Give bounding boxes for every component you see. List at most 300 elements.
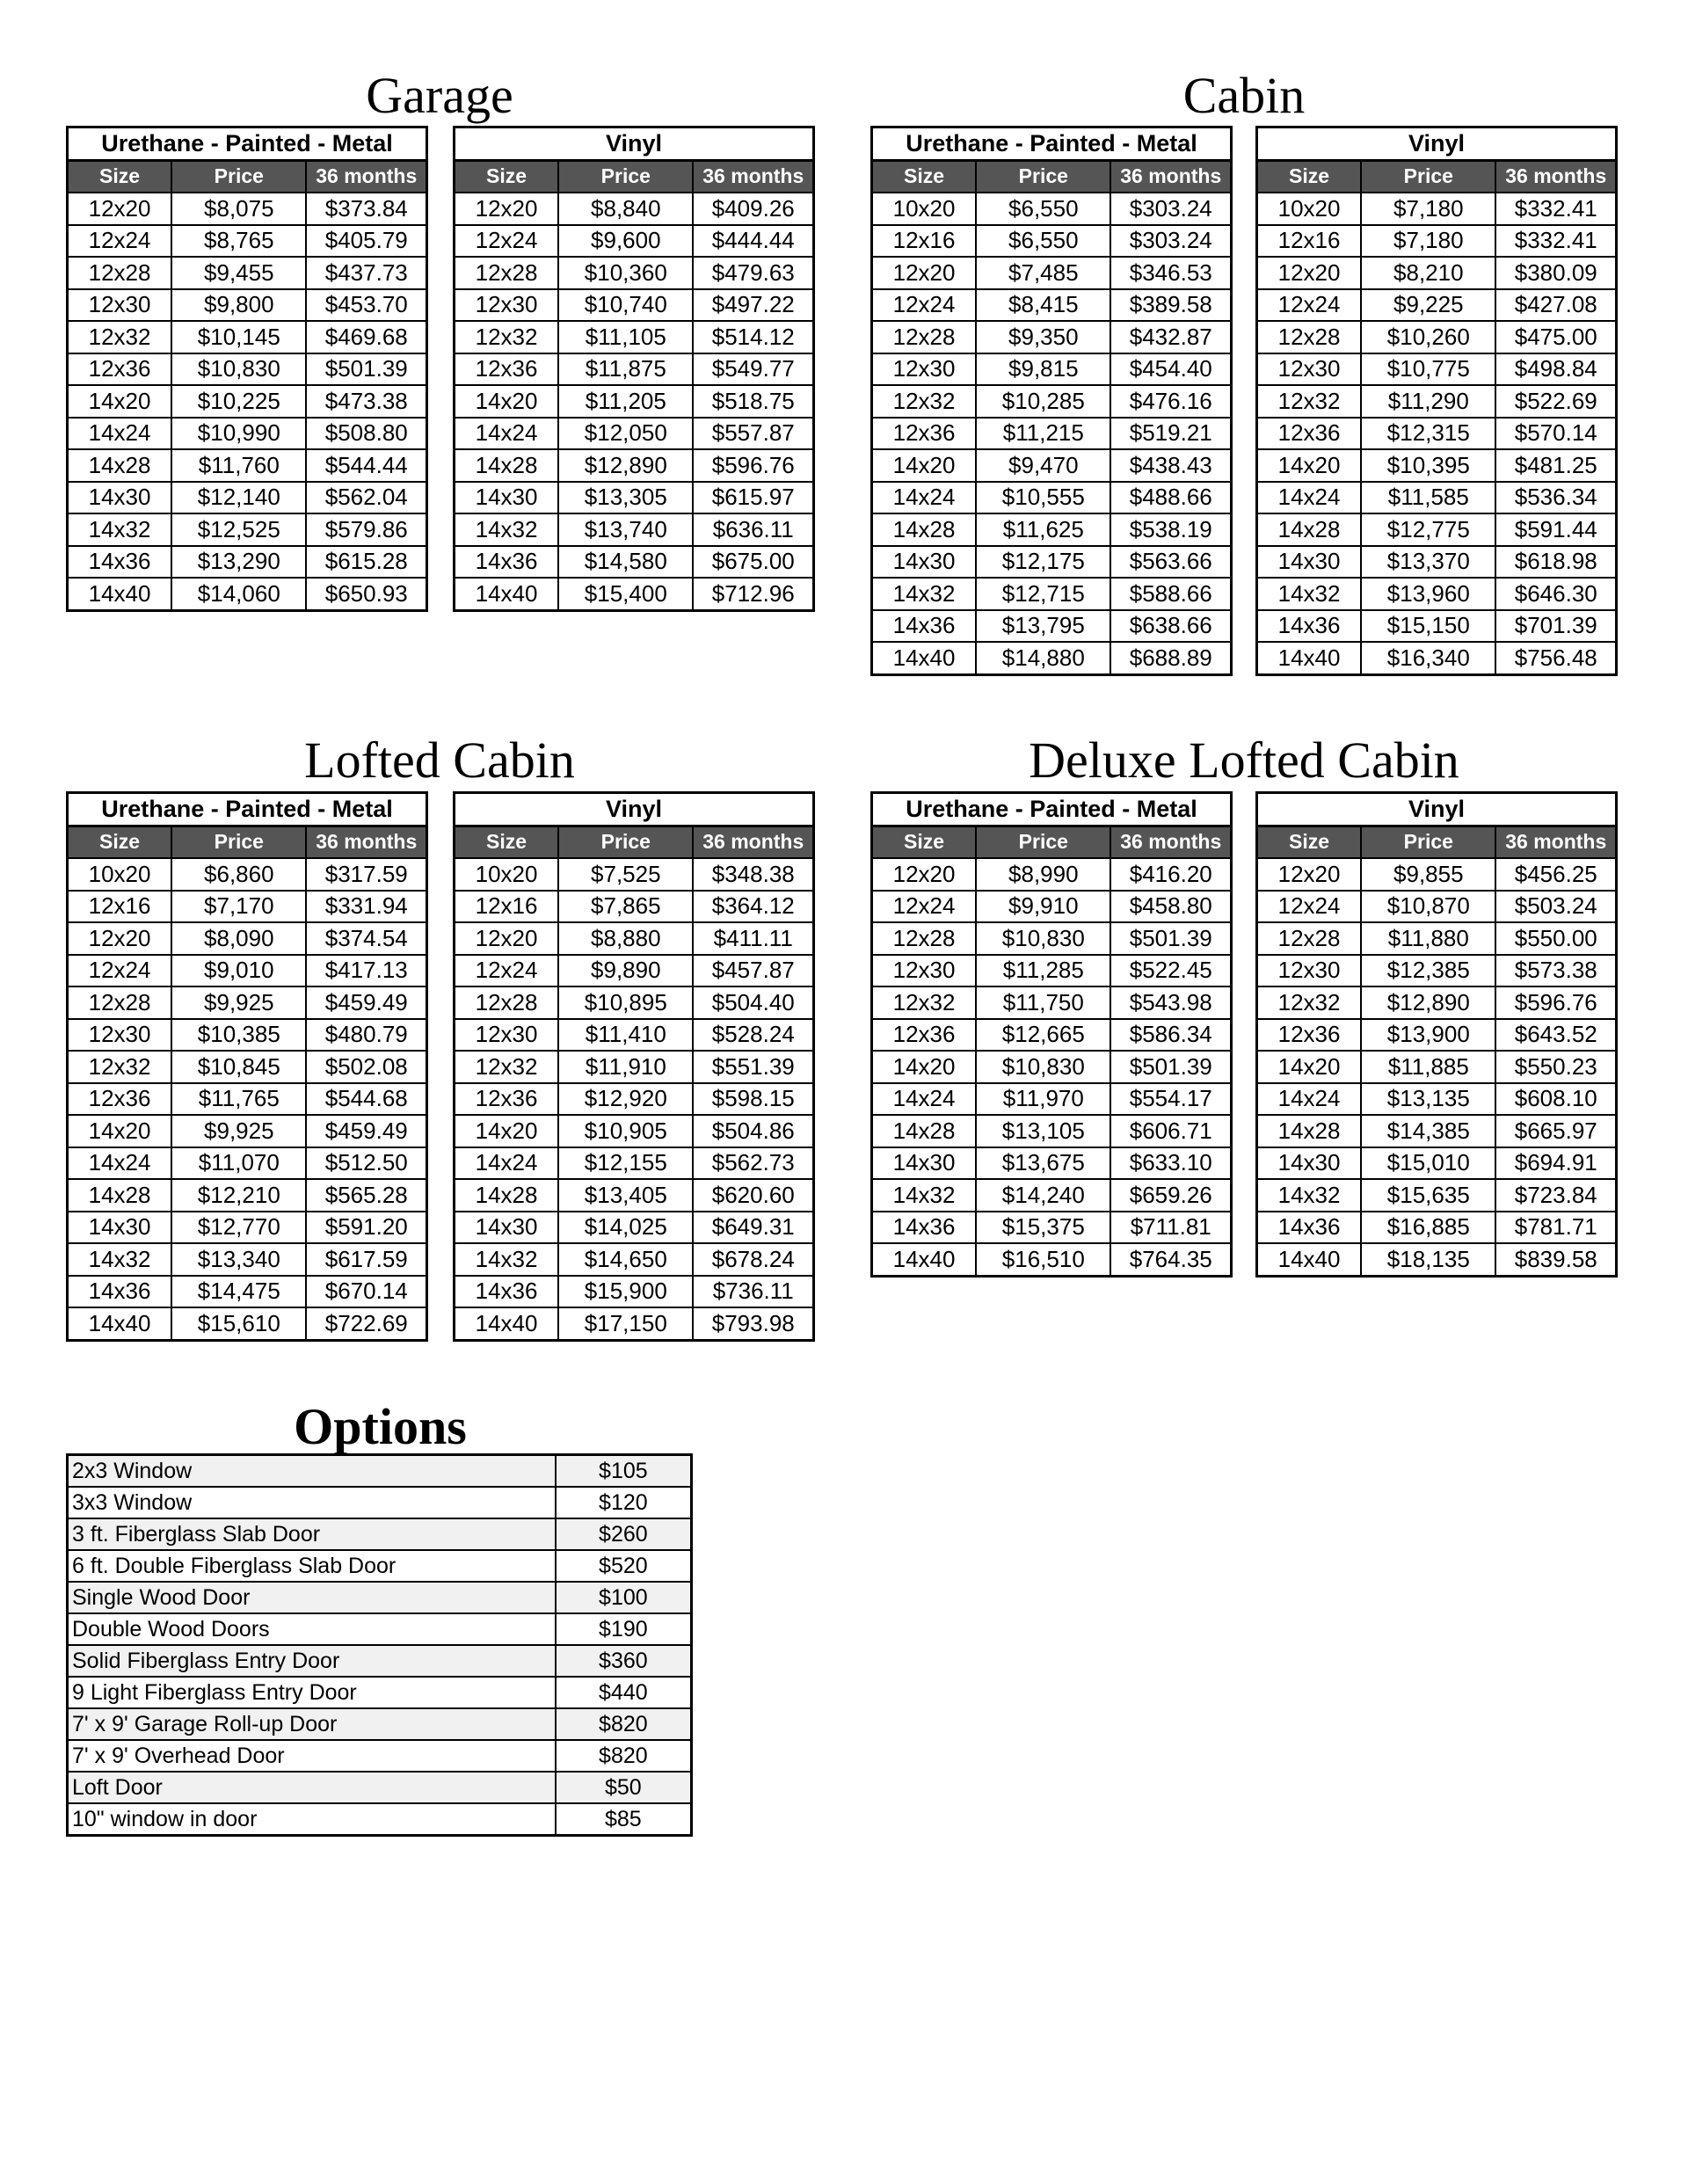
size-cell: 14x30	[872, 1147, 977, 1180]
size-cell: 12x32	[1257, 986, 1362, 1019]
monthly-cell: $643.52	[1495, 1019, 1616, 1052]
price-cell: $8,415	[976, 289, 1110, 322]
size-cell: 12x36	[872, 1019, 977, 1052]
monthly-cell: $348.38	[693, 858, 813, 891]
monthly-cell: $374.54	[306, 922, 426, 955]
table-row	[1257, 922, 1617, 955]
price-cell: $10,830	[976, 922, 1110, 955]
price-cell: $14,650	[558, 1243, 693, 1276]
table-row	[1257, 642, 1617, 674]
monthly-cell: $497.22	[693, 289, 813, 322]
monthly-cell: $688.89	[1110, 642, 1231, 674]
size-cell: 12x28	[68, 986, 172, 1019]
size-cell: 14x20	[68, 1115, 172, 1147]
option-row	[68, 1740, 692, 1772]
monthly-cell: $764.35	[1110, 1243, 1231, 1276]
price-cell: $8,765	[171, 225, 306, 258]
monthly-cell: $303.24	[1110, 193, 1231, 225]
monthly-cell: $620.60	[693, 1179, 813, 1212]
price-cell: $13,740	[558, 513, 693, 546]
monthly-cell: $488.66	[1110, 482, 1231, 514]
term-col-header: 36 months	[1110, 826, 1231, 858]
table-row	[455, 858, 814, 891]
size-cell: 14x40	[455, 1307, 559, 1340]
table-row	[68, 418, 427, 450]
price-cell: $10,555	[976, 482, 1110, 514]
option-price: $100	[556, 1582, 692, 1613]
table-row	[872, 546, 1232, 579]
size-col-header: Size	[1257, 826, 1362, 858]
size-cell: 14x24	[68, 1147, 172, 1180]
monthly-cell: $508.80	[306, 418, 426, 450]
price-cell: $10,360	[558, 257, 693, 289]
price-cell: $14,060	[171, 578, 306, 610]
price-cell: $8,840	[558, 193, 693, 225]
size-cell: 14x36	[68, 1276, 172, 1308]
table-row	[1257, 482, 1617, 514]
price-cell: $9,470	[976, 449, 1110, 482]
size-cell: 12x30	[1257, 353, 1362, 386]
monthly-cell: $481.25	[1495, 449, 1616, 482]
table-row	[872, 257, 1232, 289]
price-cell: $10,385	[171, 1019, 306, 1052]
price-cell: $15,900	[558, 1276, 693, 1308]
monthly-cell: $723.84	[1495, 1179, 1616, 1212]
price-cell: $17,150	[558, 1307, 693, 1340]
option-label: Single Wood Door	[68, 1582, 556, 1613]
size-cell: 14x40	[455, 578, 559, 610]
size-col-header: Size	[872, 826, 977, 858]
garage-title: Garage	[366, 67, 513, 124]
material-header: Urethane - Painted - Metal	[68, 127, 427, 161]
option-price: $820	[556, 1708, 692, 1740]
monthly-cell: $364.12	[693, 891, 813, 923]
option-label: 3x3 Window	[68, 1487, 556, 1518]
price-col-header: Price	[558, 160, 693, 193]
monthly-cell: $573.38	[1495, 955, 1616, 987]
table-row	[68, 482, 427, 514]
price-cell: $16,510	[976, 1243, 1110, 1276]
term-col-header: 36 months	[1110, 160, 1231, 193]
monthly-cell: $498.84	[1495, 353, 1616, 386]
price-cell: $8,880	[558, 922, 693, 955]
monthly-cell: $503.24	[1495, 891, 1616, 923]
option-label: 3 ft. Fiberglass Slab Door	[68, 1518, 556, 1550]
monthly-cell: $549.77	[693, 353, 813, 386]
table-row	[68, 986, 427, 1019]
price-cell: $12,715	[976, 578, 1110, 610]
price-cell: $16,885	[1361, 1212, 1495, 1244]
monthly-cell: $598.15	[693, 1083, 813, 1116]
price-cell: $11,070	[171, 1147, 306, 1180]
option-row	[68, 1708, 692, 1740]
option-label: 7' x 9' Garage Roll-up Door	[68, 1708, 556, 1740]
size-cell: 12x20	[455, 922, 559, 955]
size-cell: 14x24	[1257, 1083, 1362, 1116]
price-cell: $6,550	[976, 225, 1110, 258]
table-row	[1257, 1179, 1617, 1212]
option-row	[68, 1550, 692, 1582]
price-cell: $10,145	[171, 321, 306, 353]
cabin-urethane-table	[870, 126, 1233, 676]
table-row	[1257, 858, 1617, 891]
price-cell: $9,600	[558, 225, 693, 258]
price-cell: $9,925	[171, 1115, 306, 1147]
material-header: Vinyl	[455, 127, 814, 161]
price-cell: $11,410	[558, 1019, 693, 1052]
size-cell: 12x24	[872, 891, 977, 923]
size-cell: 12x20	[68, 922, 172, 955]
price-cell: $14,385	[1361, 1115, 1495, 1147]
monthly-cell: $550.23	[1495, 1051, 1616, 1083]
price-cell: $7,485	[976, 257, 1110, 289]
table-row	[872, 513, 1232, 546]
size-col-header: Size	[455, 826, 559, 858]
size-cell: 12x32	[455, 321, 559, 353]
size-cell: 14x30	[1257, 1147, 1362, 1180]
size-cell: 12x32	[872, 385, 977, 418]
price-cell: $7,180	[1361, 193, 1495, 225]
monthly-cell: $332.41	[1495, 193, 1616, 225]
size-cell: 14x32	[872, 578, 977, 610]
price-cell: $11,885	[1361, 1051, 1495, 1083]
price-cell: $10,830	[171, 353, 306, 386]
price-cell: $11,875	[558, 353, 693, 386]
price-cell: $11,585	[1361, 482, 1495, 514]
price-cell: $13,340	[171, 1243, 306, 1276]
monthly-cell: $638.66	[1110, 610, 1231, 643]
monthly-cell: $694.91	[1495, 1147, 1616, 1180]
table-row	[68, 955, 427, 987]
size-cell: 12x30	[1257, 955, 1362, 987]
option-row	[68, 1613, 692, 1645]
price-cell: $14,475	[171, 1276, 306, 1308]
table-row	[872, 1083, 1232, 1116]
term-col-header: 36 months	[1495, 826, 1616, 858]
size-cell: 12x36	[872, 418, 977, 450]
price-col-header: Price	[171, 826, 306, 858]
price-cell: $12,775	[1361, 513, 1495, 546]
size-cell: 12x20	[1257, 858, 1362, 891]
monthly-cell: $501.39	[306, 353, 426, 386]
size-cell: 14x32	[455, 1243, 559, 1276]
monthly-cell: $459.49	[306, 1115, 426, 1147]
monthly-cell: $711.81	[1110, 1212, 1231, 1244]
table-row	[872, 353, 1232, 386]
monthly-cell: $438.43	[1110, 449, 1231, 482]
table-row	[68, 578, 427, 610]
table-row	[455, 578, 814, 610]
options-title: Options	[294, 1398, 467, 1455]
price-cell: $15,635	[1361, 1179, 1495, 1212]
price-cell: $12,140	[171, 482, 306, 514]
option-row	[68, 1677, 692, 1708]
term-col-header: 36 months	[306, 160, 426, 193]
monthly-cell: $303.24	[1110, 225, 1231, 258]
table-row	[872, 482, 1232, 514]
size-cell: 12x16	[1257, 225, 1362, 258]
table-row	[455, 449, 814, 482]
price-cell: $12,315	[1361, 418, 1495, 450]
price-cell: $15,400	[558, 578, 693, 610]
table-row	[455, 1019, 814, 1052]
monthly-cell: $504.86	[693, 1115, 813, 1147]
size-cell: 14x30	[68, 1212, 172, 1244]
table-row	[68, 193, 427, 225]
size-cell: 14x36	[872, 1212, 977, 1244]
price-cell: $12,385	[1361, 955, 1495, 987]
monthly-cell: $659.26	[1110, 1179, 1231, 1212]
monthly-cell: $781.71	[1495, 1212, 1616, 1244]
table-row	[68, 1212, 427, 1244]
size-col-header: Size	[68, 160, 172, 193]
price-cell: $11,625	[976, 513, 1110, 546]
table-row	[872, 955, 1232, 987]
table-row	[68, 922, 427, 955]
size-cell: 12x20	[68, 193, 172, 225]
size-cell: 14x32	[68, 1243, 172, 1276]
table-row	[1257, 418, 1617, 450]
option-price: $520	[556, 1550, 692, 1582]
monthly-cell: $591.44	[1495, 513, 1616, 546]
price-cell: $7,865	[558, 891, 693, 923]
table-row	[455, 986, 814, 1019]
table-row	[455, 385, 814, 418]
option-price: $85	[556, 1803, 692, 1836]
monthly-cell: $501.39	[1110, 1051, 1231, 1083]
table-row	[455, 1243, 814, 1276]
size-cell: 12x24	[68, 225, 172, 258]
table-row	[68, 1243, 427, 1276]
monthly-cell: $678.24	[693, 1243, 813, 1276]
size-cell: 12x24	[1257, 289, 1362, 322]
monthly-cell: $437.73	[306, 257, 426, 289]
size-cell: 14x28	[872, 513, 977, 546]
table-row	[1257, 1212, 1617, 1244]
table-row	[872, 1115, 1232, 1147]
table-row	[1257, 225, 1617, 258]
size-cell: 12x30	[455, 289, 559, 322]
option-label: 10" window in door	[68, 1803, 556, 1836]
table-row	[68, 1179, 427, 1212]
price-cell: $13,960	[1361, 578, 1495, 610]
table-row	[872, 418, 1232, 450]
monthly-cell: $557.87	[693, 418, 813, 450]
table-row	[1257, 610, 1617, 643]
monthly-cell: $380.09	[1495, 257, 1616, 289]
option-label: 2x3 Window	[68, 1455, 556, 1488]
size-cell: 12x28	[1257, 922, 1362, 955]
deluxe-urethane-table	[870, 791, 1233, 1278]
option-label: Solid Fiberglass Entry Door	[68, 1645, 556, 1677]
option-price: $260	[556, 1518, 692, 1550]
option-row	[68, 1645, 692, 1677]
table-row	[455, 1179, 814, 1212]
size-cell: 12x24	[455, 955, 559, 987]
price-cell: $13,305	[558, 482, 693, 514]
table-row	[1257, 955, 1617, 987]
size-cell: 12x28	[455, 986, 559, 1019]
monthly-cell: $473.38	[306, 385, 426, 418]
price-cell: $13,795	[976, 610, 1110, 643]
table-row	[68, 546, 427, 579]
table-row	[455, 321, 814, 353]
table-row	[1257, 321, 1617, 353]
table-row	[455, 289, 814, 322]
size-cell: 14x30	[455, 1212, 559, 1244]
price-cell: $6,860	[171, 858, 306, 891]
table-row	[1257, 578, 1617, 610]
table-row	[1257, 513, 1617, 546]
monthly-cell: $665.97	[1495, 1115, 1616, 1147]
size-cell: 14x20	[68, 385, 172, 418]
size-cell: 12x36	[1257, 1019, 1362, 1052]
size-cell: 14x20	[872, 449, 977, 482]
monthly-cell: $332.41	[1495, 225, 1616, 258]
price-cell: $13,105	[976, 1115, 1110, 1147]
monthly-cell: $615.97	[693, 482, 813, 514]
size-cell: 14x36	[1257, 1212, 1362, 1244]
price-cell: $7,180	[1361, 225, 1495, 258]
size-cell: 12x30	[455, 1019, 559, 1052]
term-col-header: 36 months	[693, 160, 813, 193]
options-table	[66, 1453, 693, 1837]
size-cell: 14x24	[1257, 482, 1362, 514]
table-row	[872, 922, 1232, 955]
monthly-cell: $411.11	[693, 922, 813, 955]
price-cell: $9,350	[976, 321, 1110, 353]
monthly-cell: $756.48	[1495, 642, 1616, 674]
monthly-cell: $543.98	[1110, 986, 1231, 1019]
size-col-header: Size	[1257, 160, 1362, 193]
monthly-cell: $570.14	[1495, 418, 1616, 450]
monthly-cell: $528.24	[693, 1019, 813, 1052]
table-row	[455, 1083, 814, 1116]
price-col-header: Price	[558, 826, 693, 858]
option-row	[68, 1518, 692, 1550]
monthly-cell: $331.94	[306, 891, 426, 923]
price-cell: $13,290	[171, 546, 306, 579]
size-cell: 12x30	[872, 353, 977, 386]
size-cell: 14x24	[455, 418, 559, 450]
monthly-cell: $736.11	[693, 1276, 813, 1308]
garage-vinyl-table	[453, 126, 815, 612]
monthly-cell: $551.39	[693, 1051, 813, 1083]
table-row	[1257, 986, 1617, 1019]
table-row	[68, 289, 427, 322]
size-cell: 14x36	[455, 546, 559, 579]
option-row	[68, 1803, 692, 1836]
price-cell: $10,740	[558, 289, 693, 322]
price-cell: $15,375	[976, 1212, 1110, 1244]
table-row	[1257, 449, 1617, 482]
cabin-vinyl-table	[1255, 126, 1618, 676]
table-row	[872, 1179, 1232, 1212]
size-cell: 14x32	[1257, 578, 1362, 610]
table-row	[872, 642, 1232, 674]
price-cell: $12,665	[976, 1019, 1110, 1052]
option-row	[68, 1582, 692, 1613]
price-cell: $10,775	[1361, 353, 1495, 386]
monthly-cell: $504.40	[693, 986, 813, 1019]
price-cell: $10,905	[558, 1115, 693, 1147]
table-row	[455, 1307, 814, 1340]
option-row	[68, 1487, 692, 1518]
size-cell: 12x36	[1257, 418, 1362, 450]
monthly-cell: $596.76	[1495, 986, 1616, 1019]
size-cell: 14x32	[1257, 1179, 1362, 1212]
table-row	[872, 891, 1232, 923]
price-cell: $10,830	[976, 1051, 1110, 1083]
table-row	[872, 1243, 1232, 1276]
monthly-cell: $427.08	[1495, 289, 1616, 322]
table-row	[1257, 1019, 1617, 1052]
size-cell: 12x20	[1257, 257, 1362, 289]
monthly-cell: $416.20	[1110, 858, 1231, 891]
deluxe-vinyl-table	[1255, 791, 1618, 1278]
price-cell: $10,870	[1361, 891, 1495, 923]
material-header: Vinyl	[1257, 127, 1617, 161]
price-col-header: Price	[976, 826, 1110, 858]
monthly-cell: $417.13	[306, 955, 426, 987]
table-row	[68, 1083, 427, 1116]
monthly-cell: $565.28	[306, 1179, 426, 1212]
option-price: $820	[556, 1740, 692, 1772]
monthly-cell: $646.30	[1495, 578, 1616, 610]
price-cell: $14,240	[976, 1179, 1110, 1212]
monthly-cell: $608.10	[1495, 1083, 1616, 1116]
size-cell: 12x20	[872, 257, 977, 289]
size-cell: 12x28	[872, 321, 977, 353]
size-cell: 12x36	[68, 1083, 172, 1116]
price-cell: $13,405	[558, 1179, 693, 1212]
price-cell: $16,340	[1361, 642, 1495, 674]
size-cell: 14x28	[872, 1115, 977, 1147]
monthly-cell: $588.66	[1110, 578, 1231, 610]
monthly-cell: $633.10	[1110, 1147, 1231, 1180]
option-label: Double Wood Doors	[68, 1613, 556, 1645]
monthly-cell: $562.73	[693, 1147, 813, 1180]
option-price: $360	[556, 1645, 692, 1677]
table-row	[455, 193, 814, 225]
size-cell: 12x36	[455, 353, 559, 386]
size-cell: 10x20	[1257, 193, 1362, 225]
price-cell: $12,175	[976, 546, 1110, 579]
price-cell: $11,105	[558, 321, 693, 353]
price-cell: $10,285	[976, 385, 1110, 418]
size-cell: 14x24	[68, 418, 172, 450]
table-row	[1257, 353, 1617, 386]
monthly-cell: $522.45	[1110, 955, 1231, 987]
table-row	[872, 1019, 1232, 1052]
garage-urethane-table	[66, 126, 428, 612]
size-cell: 12x36	[455, 1083, 559, 1116]
monthly-cell: $562.04	[306, 482, 426, 514]
price-cell: $9,890	[558, 955, 693, 987]
monthly-cell: $649.31	[693, 1212, 813, 1244]
size-cell: 14x28	[1257, 513, 1362, 546]
table-row	[1257, 289, 1617, 322]
price-cell: $14,880	[976, 642, 1110, 674]
size-cell: 14x24	[872, 1083, 977, 1116]
monthly-cell: $550.00	[1495, 922, 1616, 955]
monthly-cell: $615.28	[306, 546, 426, 579]
monthly-cell: $453.70	[306, 289, 426, 322]
monthly-cell: $514.12	[693, 321, 813, 353]
table-row	[68, 1147, 427, 1180]
size-cell: 14x28	[68, 449, 172, 482]
table-row	[872, 321, 1232, 353]
